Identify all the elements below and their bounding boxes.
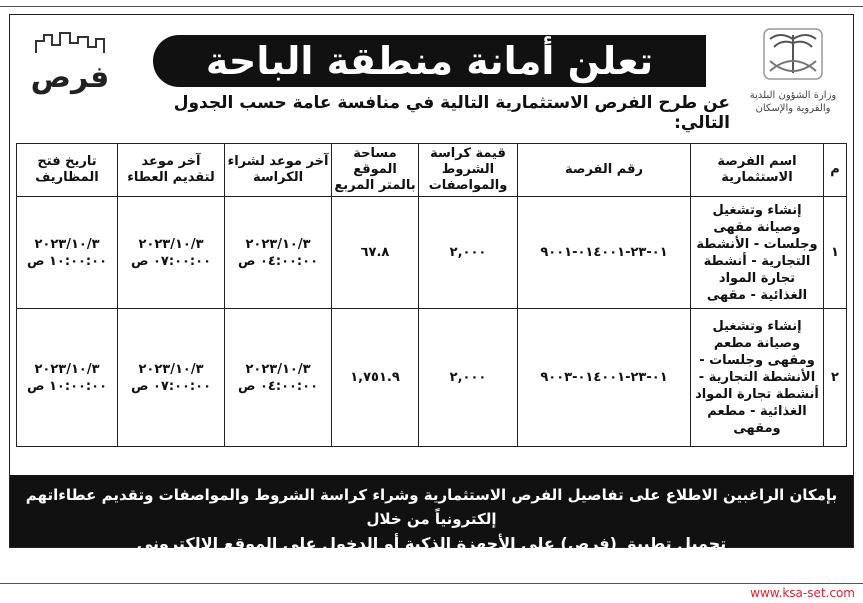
- open-time: ١٠:٠٠:٠٠ ص: [26, 253, 108, 269]
- site-area: ٦٧.٨: [332, 197, 419, 309]
- table-row: [17, 309, 847, 447]
- opportunity-id: ٠١-٢٣-٠١٤٠٠١-٩٠٠٣: [518, 309, 691, 447]
- row-num: ١: [824, 197, 847, 309]
- opportunities-table: [16, 143, 847, 447]
- announcement-header: [10, 15, 853, 135]
- source-watermark: www.ksa-set.com: [750, 586, 855, 600]
- bid-date: ٢٠٢٣/١٠/٣: [138, 236, 204, 252]
- row-num: ٢: [824, 309, 847, 447]
- footer-line-2: تحميل تطبيق (فرص) على الأجهزة الذكية أو الدخول على الموقع الإلكتروني (https://Furas.momra.gov.sa): [136, 534, 727, 579]
- table-header-row: [17, 144, 847, 197]
- announcement-subtitle: عن طرح الفرص الاستثمارية التالية في منافسة عامة حسب الجدول التالي:: [173, 93, 730, 133]
- open-date: ٢٠٢٣/١٠/٣: [34, 361, 100, 377]
- ministry-name: وزارة الشؤون البلدية والقروية والإسكان: [749, 90, 837, 114]
- bid-time: ٠٧:٠٠:٠٠ ص: [130, 253, 212, 269]
- opportunity-name: إنشاء وتشغيل وصيانة مقهى وجلسات - الأنشطة التجارية - أنشطة تجارة المواد الغذائية - مقهى: [691, 197, 824, 309]
- col-open-date: تاريخ فتح المظاريف: [17, 144, 118, 197]
- col-name: اسم الفرصة الاستثمارية: [691, 144, 824, 197]
- bid-time: ٠٧:٠٠:٠٠ ص: [130, 378, 212, 394]
- booklet-price: ٢,٠٠٠: [419, 197, 518, 309]
- furas-logo-caption: [18, 95, 122, 104]
- buy-deadline: [225, 309, 332, 447]
- palm-swords-icon: [758, 27, 828, 85]
- col-buy-deadline: آخر موعد لشراء الكراسة: [225, 144, 332, 197]
- announcement-footer: [10, 475, 853, 579]
- footer-line-1: بإمكان الراغبين الاطلاع على تفاصيل الفرص الاستثمارية وشراء كراسة الشروط والمواصفات وتقديم عطاءاتهم إلكترونياً من خلال: [25, 486, 838, 528]
- opportunity-id: ٠١-٢٣-٠١٤٠٠١-٩٠٠١: [518, 197, 691, 309]
- site-area: ١,٧٥١.٩: [332, 309, 419, 447]
- open-date-cell: [17, 197, 118, 309]
- announcement-frame: [9, 14, 854, 579]
- open-date-cell: [17, 309, 118, 447]
- buy-deadline: [225, 197, 332, 309]
- col-num: م: [824, 144, 847, 197]
- col-bid-deadline: آخر موعد لتقديم العطاء: [118, 144, 225, 197]
- bid-date: ٢٠٢٣/١٠/٣: [138, 361, 204, 377]
- open-date: ٢٠٢٣/١٠/٣: [34, 236, 100, 252]
- furas-logo: [18, 27, 122, 131]
- skyline-icon: [30, 27, 110, 57]
- buy-date: ٢٠٢٣/١٠/٣: [245, 361, 311, 377]
- table-row: [17, 197, 847, 309]
- ministry-logo: [741, 27, 845, 131]
- announcement-title: تعلن أمانة منطقة الباحة: [153, 35, 706, 87]
- buy-time: ٠٤:٠٠:٠٠ ص: [237, 378, 319, 394]
- bid-deadline: [118, 309, 225, 447]
- col-price: قيمة كراسة الشروط والمواصفات: [419, 144, 518, 197]
- col-area: مساحة الموقع بالمتر المربع: [332, 144, 419, 197]
- furas-logo-text: فرص: [30, 60, 110, 95]
- open-time: ١٠:٠٠:٠٠ ص: [26, 378, 108, 394]
- opportunity-name: إنشاء وتشغيل وصيانة مطعم ومقهى وجلسات - الأنشطة التجارية - أنشطة تجارة المواد الغذائية - مطعم ومقهى: [691, 309, 824, 447]
- buy-date: ٢٠٢٣/١٠/٣: [245, 236, 311, 252]
- top-divider: [0, 6, 863, 7]
- bid-deadline: [118, 197, 225, 309]
- booklet-price: ٢,٠٠٠: [419, 309, 518, 447]
- col-id: رقم الفرصة: [518, 144, 691, 197]
- buy-time: ٠٤:٠٠:٠٠ ص: [237, 253, 319, 269]
- bottom-divider: [0, 583, 863, 584]
